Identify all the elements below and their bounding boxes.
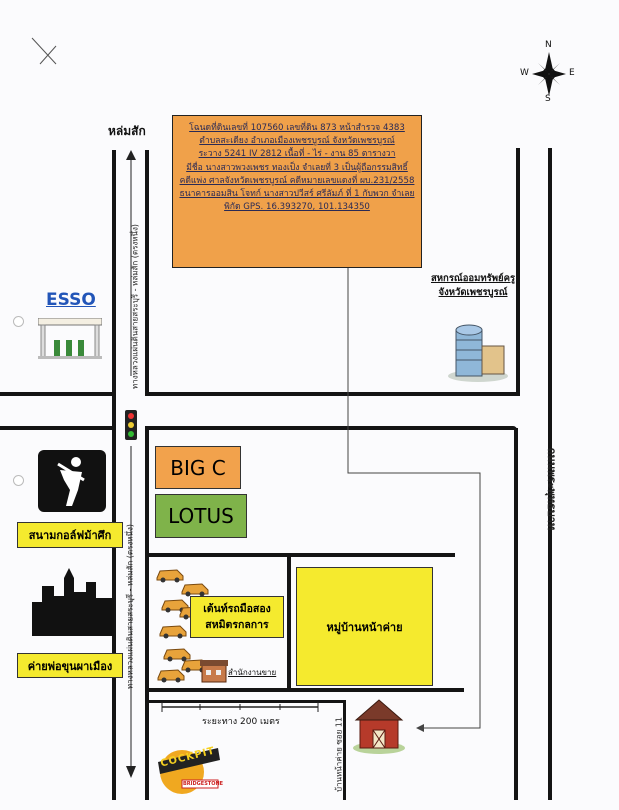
bigc-label: BIG C	[170, 455, 226, 480]
scale-bar-icon	[160, 702, 320, 712]
distance-label: ระยะทาง 200 เมตร	[202, 717, 280, 727]
right-road-lower-left-edge	[514, 428, 518, 800]
car-icon	[158, 622, 188, 639]
top-right-road-left-edge	[516, 148, 520, 396]
barn-icon	[352, 696, 406, 754]
highway-right-edge-lower	[145, 428, 149, 800]
cockpit-logo	[152, 738, 224, 798]
golf-label: สนามกอล์ฟม้าศึก	[28, 529, 112, 542]
soi-label: บ้านหน้าค่าย ซอย 11	[334, 717, 344, 792]
compass-rose	[520, 40, 578, 104]
highway-left-edge	[112, 150, 116, 800]
binder-hole	[13, 475, 24, 486]
bigc-box	[155, 446, 241, 489]
village-label: หมู่บ้านหน้าค่าย	[326, 620, 403, 634]
compass-north: N	[545, 40, 552, 50]
car-tent-label: เต้นท์รถมือสอง สหมิตรกลการ	[203, 603, 271, 631]
highway-right-edge-upper	[145, 150, 149, 392]
village-road-left	[287, 557, 291, 690]
golf-box	[17, 522, 123, 548]
cockpit-label: COCKPIT	[159, 745, 217, 770]
coop-building-icon	[448, 316, 510, 382]
crossroad-top-edge	[0, 392, 116, 396]
binder-hole	[13, 316, 24, 327]
coop-label: สหกรณ์ออมทรัพย์ครู จังหวัดเพชรบูรณ์	[431, 273, 516, 298]
car-tent-box	[190, 596, 284, 638]
sales-office-icon	[200, 658, 228, 684]
compass-west: W	[520, 68, 529, 78]
lotus-label: LOTUS	[168, 504, 234, 528]
info-line-4: มีชื่อ นางสาวพวงเพชร ทองเป็ง จำเลยที่ 3 เป็นผู้ถือกรรมสิทธิ์	[186, 162, 408, 173]
camp-label: ค่ายพ่อขุนผาเมือง	[27, 659, 113, 673]
info-line-3: ระวาง 5241 IV 2812 เนื้อที่ - ไร่ - งาน 85 ตารางวา	[198, 149, 396, 160]
car-icon	[180, 580, 210, 597]
info-line-5: คดีแพ่ง ศาลจังหวัดเพชรบูรณ์ คดีหมายเลขแดงที่ ผบ.231/2558	[179, 175, 415, 186]
camp-box	[17, 653, 123, 678]
gas-station-icon	[38, 318, 102, 360]
info-line-7: พิกัด GPS. 16.393270, 101.134350	[224, 202, 370, 213]
compass-east: E	[569, 68, 575, 78]
info-line-6: ธนาคารออมสิน โจทก์ นางสาวปวีสร์ ศรีลัมภ์ ที่ 1 กับพวก จำเลย	[179, 189, 415, 200]
sales-office-label: สำนักงานขาย	[228, 668, 277, 677]
highway-label-upper: ทางหลวงแผ่นดินสายสระบุรี - หล่มสัก (ตรงหนึ่ง)	[130, 223, 140, 390]
info-line-2: ตำบลสะเดียง อำเภอเมืองเพชรบูรณ์ จังหวัดเพชรบูรณ์	[199, 136, 395, 147]
highway-label-lower: ทางหลวงแผ่นดินสายสระบุรี - หล่มสัก (ตรงหนึ่ง)	[125, 523, 135, 690]
compass-south: S	[545, 94, 551, 104]
road-label-lomsak: หล่มสัก	[108, 124, 146, 138]
info-line-1: โฉนดที่ดินเลขที่ 107560 เลขที่ดิน 873 หน้าสำรวจ 4383	[189, 123, 405, 133]
right-road-label: ถนนพระพุทธบาท	[545, 447, 558, 531]
lotus-box	[155, 494, 247, 538]
golf-icon	[38, 450, 106, 512]
corner-mark-icon	[30, 36, 60, 68]
traffic-light-icon	[125, 410, 137, 440]
village-box	[296, 567, 433, 686]
city-skyline-icon	[32, 568, 114, 636]
crossroad-bottom-edge	[0, 426, 116, 430]
esso-label: ESSO	[46, 290, 96, 310]
property-info-box	[172, 115, 422, 268]
bridgestone-label: BRIDGESTONE	[183, 781, 224, 787]
